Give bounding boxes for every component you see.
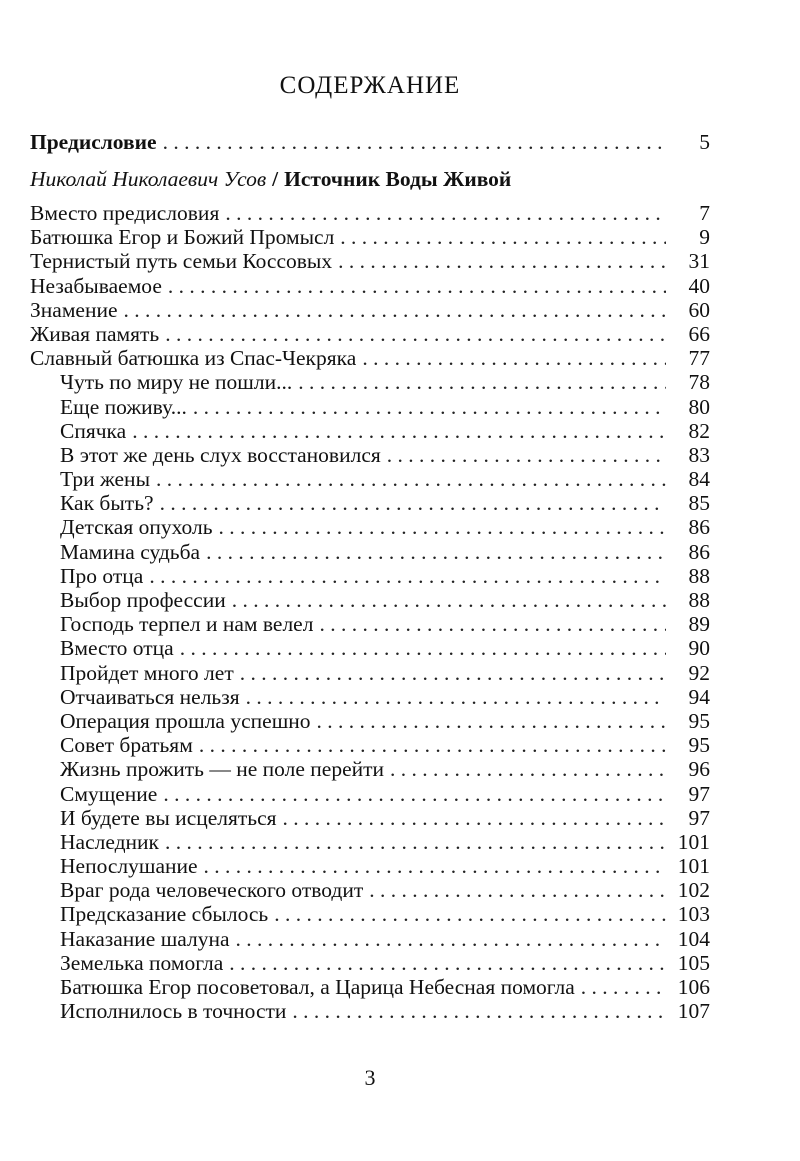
dot-leader bbox=[340, 225, 666, 249]
toc-entry-label: Операция прошла успешно bbox=[60, 708, 311, 733]
toc-subentry bbox=[30, 782, 710, 806]
toc-page-number: 85 bbox=[688, 491, 710, 516]
toc-subentry bbox=[30, 636, 710, 660]
toc-entry-label: Спячка bbox=[60, 418, 127, 443]
toc-subentry bbox=[30, 927, 710, 951]
toc-page-number: 105 bbox=[677, 950, 710, 975]
toc-subentry bbox=[30, 540, 710, 564]
toc-page-number: 83 bbox=[688, 442, 710, 467]
dot-leader bbox=[149, 564, 666, 588]
toc-page-number: 107 bbox=[677, 999, 710, 1024]
toc-subentry bbox=[30, 951, 710, 975]
toc-page-number: 66 bbox=[688, 321, 710, 346]
toc-subentry bbox=[30, 564, 710, 588]
toc-page-number: 86 bbox=[688, 515, 710, 540]
toc-entry bbox=[30, 201, 710, 225]
toc-entry-label: Господь терпел и нам велел bbox=[60, 612, 314, 637]
dot-leader bbox=[317, 709, 666, 733]
toc-subentry bbox=[30, 491, 710, 515]
dot-leader bbox=[387, 443, 666, 467]
toc-entries bbox=[30, 201, 710, 370]
toc-page-number: 92 bbox=[688, 660, 710, 685]
toc-entry-label: Наследник bbox=[60, 829, 159, 854]
page-number: 3 bbox=[364, 1065, 376, 1090]
dot-leader bbox=[240, 661, 666, 685]
toc-subentry bbox=[30, 612, 710, 636]
toc-entry-label: Наказание шалуна bbox=[60, 926, 230, 951]
toc-entry-label: Славный батюшка из Спас-Чекряка bbox=[30, 346, 357, 371]
toc-subentry bbox=[30, 419, 710, 443]
toc-page-number: 77 bbox=[688, 346, 710, 371]
toc-entry-label: Смущение bbox=[60, 781, 158, 806]
dot-leader bbox=[232, 588, 666, 612]
dot-leader bbox=[283, 806, 666, 830]
toc-entry-label: Мамина судьба bbox=[60, 539, 201, 564]
dot-leader bbox=[219, 515, 666, 539]
toc-subentry bbox=[30, 395, 710, 419]
toc-subentry bbox=[30, 757, 710, 781]
toc-page-number: 95 bbox=[688, 733, 710, 758]
toc-entry-label: Отчаиваться нельзя bbox=[60, 684, 240, 709]
toc-subentry bbox=[30, 733, 710, 757]
dot-leader bbox=[298, 370, 666, 394]
toc-page-number: 101 bbox=[677, 829, 710, 854]
toc-subentry bbox=[30, 830, 710, 854]
dot-leader bbox=[165, 830, 666, 854]
toc-subentry bbox=[30, 443, 710, 467]
dot-leader bbox=[163, 782, 666, 806]
toc-page-number: 5 bbox=[699, 130, 710, 154]
toc-subentry bbox=[30, 806, 710, 830]
author-separator: / bbox=[272, 167, 279, 191]
toc-page-number: 102 bbox=[677, 878, 710, 903]
author-name: Николай Николаевич Усов bbox=[30, 167, 267, 191]
toc-subentry bbox=[30, 661, 710, 685]
toc-page-number: 104 bbox=[677, 926, 710, 951]
toc-entry-label: Враг рода человеческого отводит bbox=[60, 878, 364, 903]
toc-entry-label: Как быть? bbox=[60, 491, 154, 516]
toc-page-number: 88 bbox=[688, 588, 710, 612]
toc-page-number: 97 bbox=[688, 781, 710, 806]
toc-entry-label: Чуть по миру не пошли... bbox=[60, 370, 293, 395]
dot-leader bbox=[229, 951, 666, 975]
toc-subentry bbox=[30, 975, 710, 999]
toc-entry-label: Жизнь прожить — не поле перейти bbox=[60, 757, 385, 782]
work-title: Источник Воды Живой bbox=[284, 167, 512, 191]
toc-subentry bbox=[30, 999, 710, 1023]
toc-page-number: 80 bbox=[688, 394, 710, 419]
dot-leader bbox=[225, 201, 666, 225]
toc-entry-preface bbox=[30, 130, 710, 163]
toc-subentries bbox=[30, 370, 710, 1023]
toc-page-number: 31 bbox=[688, 249, 710, 274]
toc-entry-label: Батюшка Егор и Божий Промысл bbox=[30, 225, 335, 250]
toc-page-number: 103 bbox=[677, 902, 710, 927]
toc-page-number: 60 bbox=[688, 297, 710, 322]
toc-subentry bbox=[30, 854, 710, 878]
toc-page-number: 94 bbox=[688, 684, 710, 709]
toc-subentry bbox=[30, 515, 710, 539]
dot-leader bbox=[206, 540, 666, 564]
dot-leader bbox=[292, 999, 666, 1023]
table-of-contents bbox=[30, 130, 710, 1023]
toc-entry-label: Непослушание bbox=[60, 854, 198, 879]
toc-entry-label: Исполнилось в точности bbox=[60, 999, 287, 1024]
toc-page-number: 106 bbox=[677, 975, 710, 999]
toc-entry-label: Живая память bbox=[30, 321, 160, 346]
toc-page-number: 90 bbox=[688, 636, 710, 661]
toc-subentry bbox=[30, 467, 710, 491]
dot-leader bbox=[236, 927, 666, 951]
toc-entry-label: Батюшка Егор посоветовал, а Царица Небесная помогла bbox=[60, 975, 575, 999]
toc-page-number: 96 bbox=[688, 757, 710, 782]
toc-page-number: 78 bbox=[688, 370, 710, 395]
toc-subentry bbox=[30, 370, 710, 394]
toc-page-number: 7 bbox=[699, 201, 710, 225]
dot-leader bbox=[132, 419, 666, 443]
dot-leader bbox=[160, 491, 666, 515]
author-heading bbox=[30, 167, 710, 201]
dot-leader bbox=[156, 467, 666, 491]
toc-page-number: 88 bbox=[688, 563, 710, 588]
toc-subentry bbox=[30, 878, 710, 902]
dot-leader bbox=[193, 395, 666, 419]
toc-entry-label: Три жены bbox=[60, 467, 151, 492]
toc-entry bbox=[30, 249, 710, 273]
dot-leader bbox=[165, 322, 666, 346]
toc-subentry bbox=[30, 709, 710, 733]
toc-entry-label: Выбор профессии bbox=[60, 588, 226, 612]
toc-entry-label: Тернистый путь семьи Коссовых bbox=[30, 249, 333, 274]
toc-entry-label: Вместо отца bbox=[60, 636, 174, 661]
toc-page-number: 86 bbox=[688, 539, 710, 564]
toc-entry-label: Еще поживу... bbox=[60, 394, 187, 419]
dot-leader bbox=[168, 274, 666, 298]
toc-page-number: 101 bbox=[677, 854, 710, 879]
toc-page-number: 9 bbox=[699, 225, 710, 250]
toc-entry-label: Вместо предисловия bbox=[30, 201, 220, 225]
toc-entry-label: В этот же день слух восстановился bbox=[60, 442, 381, 467]
toc-entry-label: Детская опухоль bbox=[60, 515, 213, 540]
toc-entry-label: Про отца bbox=[60, 563, 144, 588]
toc-subentry bbox=[30, 588, 710, 612]
toc-entry-label: Предисловие bbox=[30, 130, 157, 154]
page-title: СОДЕРЖАНИЕ bbox=[279, 72, 461, 99]
dot-leader bbox=[338, 249, 666, 273]
toc-page-number: 40 bbox=[688, 273, 710, 298]
toc-page-number: 84 bbox=[688, 467, 710, 492]
toc-entry-label: Знамение bbox=[30, 297, 118, 322]
toc-entry-label: Пройдет много лет bbox=[60, 660, 234, 685]
toc-entry bbox=[30, 322, 710, 346]
dot-leader bbox=[180, 636, 666, 660]
toc-subentry bbox=[30, 902, 710, 926]
dot-leader bbox=[274, 902, 666, 926]
toc-entry-label: Совет братьям bbox=[60, 733, 193, 758]
dot-leader bbox=[581, 975, 666, 999]
toc-entry-label: И будете вы исцеляться bbox=[60, 805, 277, 830]
toc-page-number: 95 bbox=[688, 708, 710, 733]
toc-subentry bbox=[30, 685, 710, 709]
dot-leader bbox=[390, 757, 666, 781]
dot-leader bbox=[124, 298, 666, 322]
toc-entry bbox=[30, 298, 710, 322]
toc-page-number: 89 bbox=[688, 612, 710, 637]
toc-page-number: 97 bbox=[688, 805, 710, 830]
toc-entry-label: Предсказание сбылось bbox=[60, 902, 269, 927]
toc-entry bbox=[30, 225, 710, 249]
dot-leader bbox=[204, 854, 666, 878]
toc-entry-label: Земелька помогла bbox=[60, 950, 224, 975]
toc-entry bbox=[30, 346, 710, 370]
dot-leader bbox=[362, 346, 666, 370]
dot-leader bbox=[199, 733, 666, 757]
toc-entry-label: Незабываемое bbox=[30, 273, 162, 298]
dot-leader bbox=[369, 878, 666, 902]
dot-leader bbox=[319, 612, 666, 636]
dot-leader bbox=[246, 685, 666, 709]
toc-page-number: 82 bbox=[688, 418, 710, 443]
dot-leader bbox=[163, 130, 666, 154]
toc-entry bbox=[30, 274, 710, 298]
